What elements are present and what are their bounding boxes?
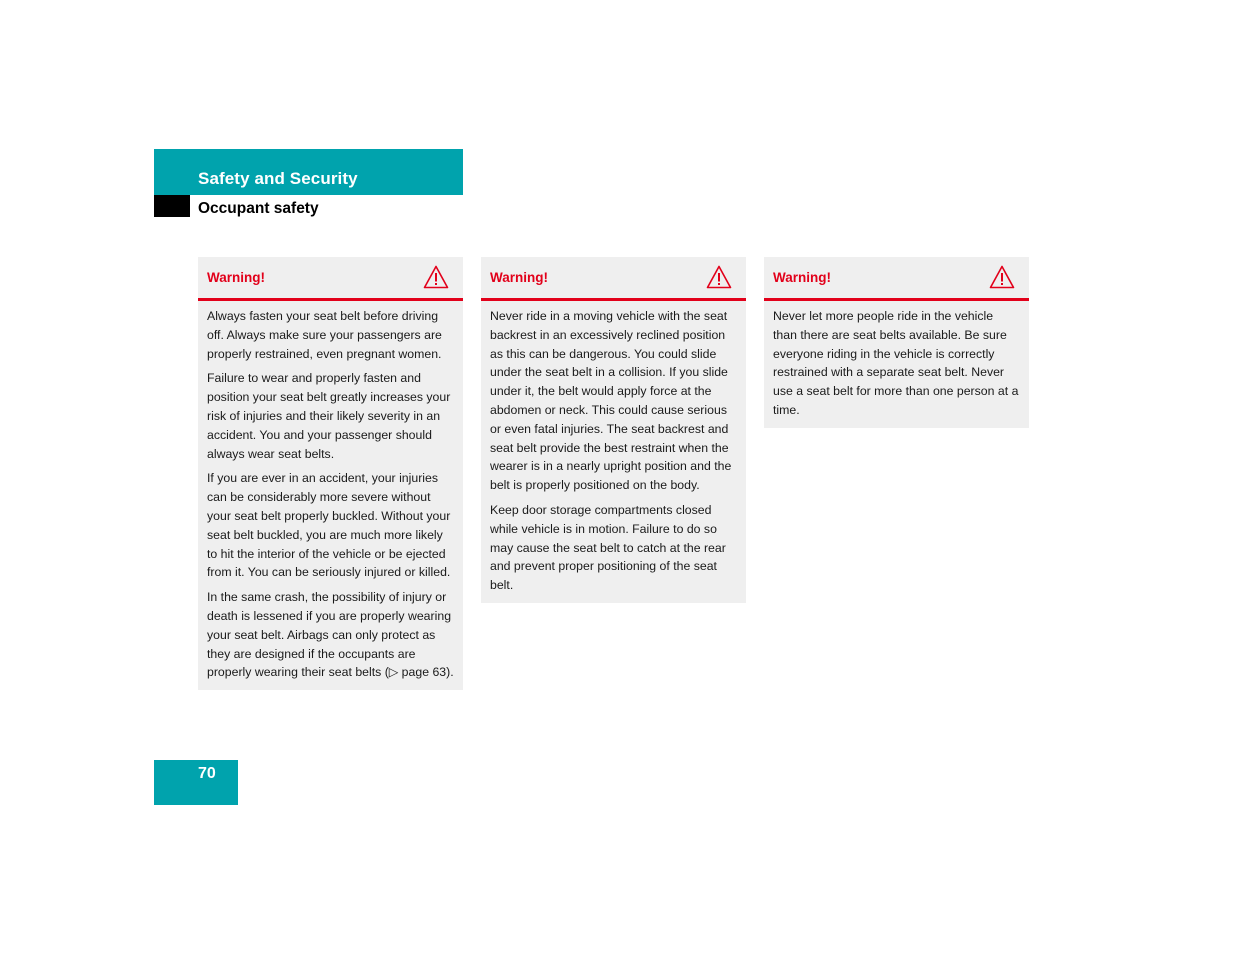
warning-paragraph: If you are ever in an accident, your injuries can be considerably more severe without your seat belt properly buckled. Without your seat belt buckled, you are much more likely to hit the interior of the vehicle or be ejected from it. You can be seriously injured or killed.	[207, 471, 451, 580]
warning-body	[198, 301, 463, 690]
warning-label: Warning!	[490, 270, 548, 285]
subsection-title: Occupant safety	[198, 200, 319, 217]
warning-box-3	[764, 257, 1029, 428]
warning-paragraph: In the same crash, the possibility of injury or death is lessened if you are properly wearing your seat belt. Airbags can only protect as they are designed if the occupants are properly wearing their seat belts (▷ page 63).	[207, 590, 454, 680]
section-header-bar	[154, 149, 463, 195]
warning-header	[481, 257, 746, 301]
warning-header	[198, 257, 463, 301]
warning-triangle-icon	[706, 265, 732, 289]
warning-body	[481, 301, 746, 603]
warning-paragraph: Keep door storage compartments closed while vehicle is in motion. Failure to do so may cause the seat belt to catch at the rear and prevent proper positioning of the seat belt.	[490, 502, 726, 593]
section-title: Safety and Security	[198, 169, 358, 188]
warning-body	[764, 301, 1029, 428]
subsection-marker	[154, 195, 190, 217]
warning-header	[764, 257, 1029, 301]
warning-box-1	[198, 257, 463, 690]
warning-label: Warning!	[773, 270, 831, 285]
page-number: 70	[198, 765, 216, 782]
warning-box-2	[481, 257, 746, 603]
warning-triangle-icon	[989, 265, 1015, 289]
page-number-box	[154, 760, 238, 805]
warning-paragraph: Failure to wear and properly fasten and position your seat belt greatly increases your risk of injuries and their likely severity in an accident. You and your passenger should always wear seat belts.	[207, 371, 451, 461]
warning-paragraph: Never ride in a moving vehicle with the seat backrest in an excessively reclined position as this can be dangerous. You could slide under the seat belt in a collision. If you slide under it, the belt would apply force at the abdomen or neck. This could cause serious or even fatal injuries. The seat backrest and seat belt provide the best restraint when the wearer is in a nearly upright position and the belt is properly positioned on the body.	[490, 309, 732, 493]
warning-paragraph: Never let more people ride in the vehicle than there are seat belts available. Be sure everyone riding in the vehicle is correctly restrained with a separate seat belt. Never use a seat belt for more than one person at a time.	[773, 309, 1019, 417]
warning-triangle-icon	[423, 265, 449, 289]
warning-label: Warning!	[207, 270, 265, 285]
warning-paragraph: Always fasten your seat belt before driving off. Always make sure your passengers are properly restrained, even pregnant women.	[207, 309, 442, 361]
